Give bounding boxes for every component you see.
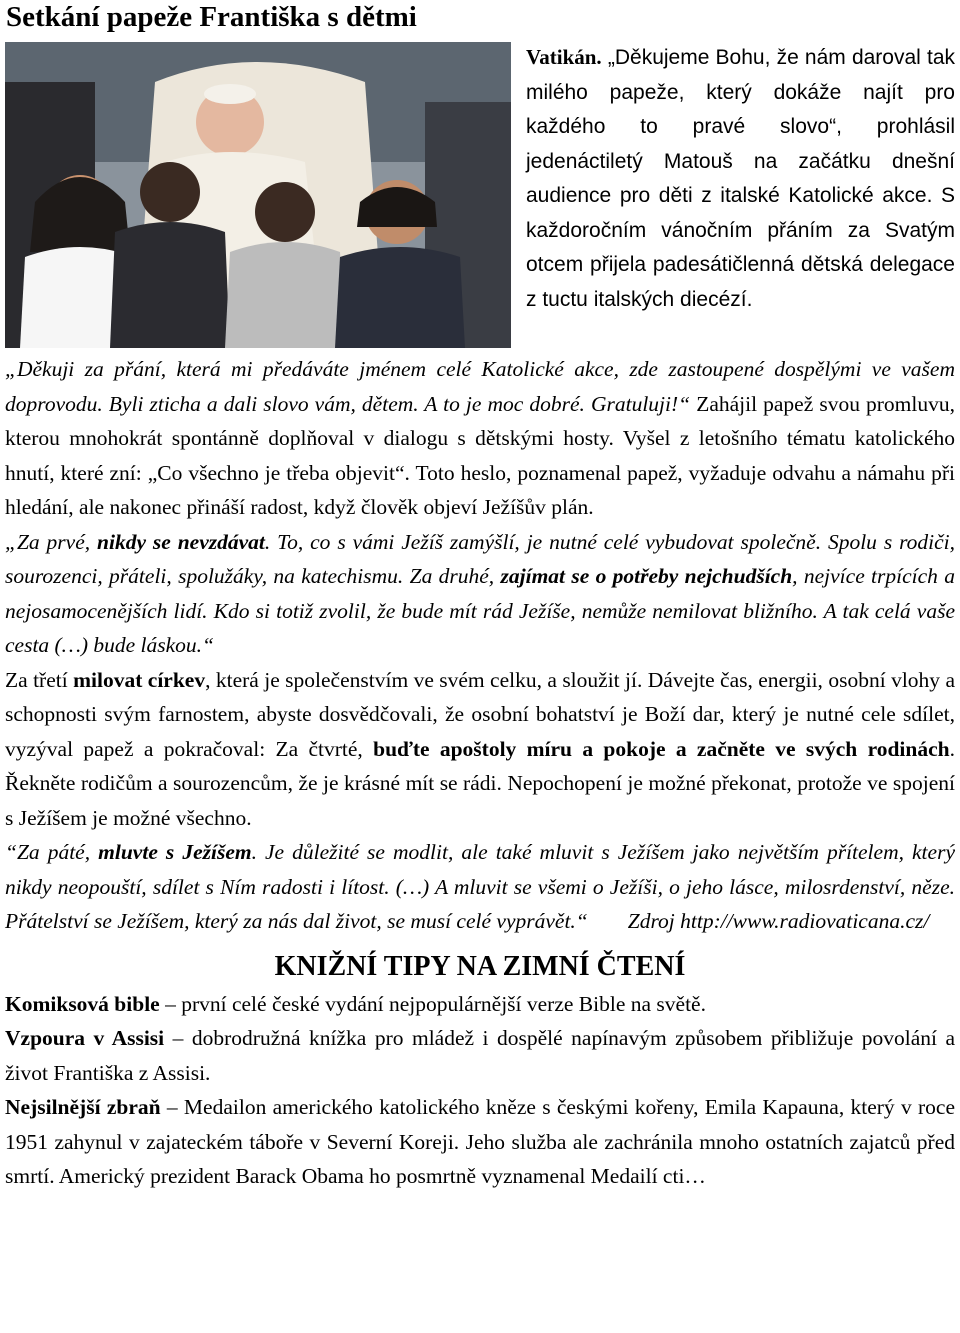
paragraph-1	[5, 352, 955, 525]
paragraph-2	[5, 525, 955, 663]
paragraph-2-e: , nejvíce trpících a nejosamocenějších lidí. Kdo si totiž zvolil, že bude mít rád Ježíše, nemůže nemilovat bližního. A tak celá vaše cesta (…) bude láskou.“	[5, 564, 955, 657]
paragraph-1-rest: Zahájil papež svou promluvu, kterou mnohokrát spontánně doplňoval v dialogu s dětskými hosty. Vyšel z letošního tématu katolického hnutí, které zní: „Co všechno je třeba objevit“. Toto heslo, poznamenal papež, vyžaduje odvahu a námahu při hledání, ale nakonec přináší radost, když člověk objeví Ježíšův plán.	[5, 391, 955, 519]
intro-text	[526, 40, 955, 317]
book-title: Komiksová bible	[5, 991, 160, 1016]
paragraph-4	[5, 835, 955, 939]
paragraph-3-c: , která je společenstvím ve svém celku, a sloužit jí. Dávejte čas, energii, osobní vlohy a schopnosti svým farnostem, abyste dosvědčovali, že osobní bohatství je Boží dar, který je nutné cele sdílet, vyzýval papež a pokračoval: Za čtvrté,	[5, 667, 955, 761]
paragraph-1-quote: „Děkuji za přání, která mi předáváte jménem celé Katolické akce, zde zastoupené dospělými ve vašem doprovodu. Byli zticha a dali slovo vám, dětem. A to je moc dobré. Gratuluji!“	[5, 357, 955, 416]
paragraph-3-emphasis-1: milovat církev	[73, 667, 206, 692]
intro-rest: „Děkujeme Bohu, že nám daroval tak milého papeže, který dokáže najít pro každého to pravé slovo“, prohlásil jedenáctiletý Matouš na začátku dnešní audience pro děti z italské Katolické akce. S každoročním vánočním přáním za Svatým otcem přijela padesátičlenná dětská delegace z tuctu italských diecézí.	[526, 46, 955, 311]
paragraph-3-a: Za třetí	[5, 667, 74, 692]
paragraph-3-emphasis-2: buďte apoštoly míru a pokoje a začněte ve svých rodinách	[373, 736, 950, 761]
book-description: – Medailon amerického katolického kněze s českými kořeny, Emila Kapauna, který v roce 1951 zahynul v zajateckém táboře v Severní Koreji. Jeho služba ale zachránila mnoho ostatních zajatců před smrtí. Americký prezident Barack Obama ho posmrtně vyznamenal Medailí cti…	[5, 1095, 955, 1188]
intro-place: Vatikán.	[526, 45, 602, 69]
article-title: Setkání papeže Františka s dětmi	[6, 1, 417, 33]
paragraph-4-c: . Je důležité se modlit, ale také mluvit s Ježíšem jako největším přítelem, který nikdy neopouští, sdílet s Ním radosti i lítost. (…) A mluvit se všemi o Ježíši, o jeho lásce, milosrdenství, něze. Přátelství se Ježíšem, který za nás dal život, se musí celé vyprávět.“	[5, 840, 955, 933]
source-link[interactable]: Zdroj http://www.radiovaticana.cz/	[627, 909, 930, 933]
book-description: – první celé české vydání nejpopulárnější verze Bible na světě.	[159, 991, 706, 1016]
book-description: – dobrodružná knížka pro mládež i dospělé napínavým způsobem přibližuje povolání a život Františka z Assisi.	[5, 1026, 955, 1085]
book-title: Nejsilnější zbraň	[5, 1095, 161, 1119]
paragraph-4-a: “Za páté,	[5, 840, 99, 864]
paragraph-2-c: . To, co s vámi Ježíš zamýšlí, je nutné celé vybudovat společně. Spolu s rodiči, sourozenci, přáteli, spolužáky, na katechismu. Za druhé,	[5, 529, 956, 588]
paragraph-3	[5, 663, 955, 836]
photo-illustration	[5, 42, 511, 348]
book-item	[5, 1021, 955, 1090]
pope-with-children-photo	[5, 42, 511, 348]
paragraph-3-e: . Řekněte rodičům a sourozencům, že je krásné mít se rádi. Nepochopení je možné překonat, protože ve spojení s Ježíšem je možné všechno.	[5, 736, 955, 830]
intro-section	[5, 40, 955, 352]
paragraph-2-a: „Za prvé,	[5, 529, 98, 554]
paragraph-2-emphasis-1: nikdy se nevzdávat	[97, 529, 265, 554]
paragraph-2-emphasis-2: zajímat se o potřeby nejchudších	[500, 564, 793, 588]
article-page	[5, 0, 955, 1194]
book-title: Vzpoura v Assisi	[5, 1026, 165, 1050]
paragraph-4-emphasis: mluvte s Ježíšem	[98, 840, 252, 864]
book-item	[5, 987, 955, 1022]
book-item	[5, 1090, 955, 1194]
books-heading: KNIŽNÍ TIPY NA ZIMNÍ ČTENÍ	[274, 950, 686, 982]
